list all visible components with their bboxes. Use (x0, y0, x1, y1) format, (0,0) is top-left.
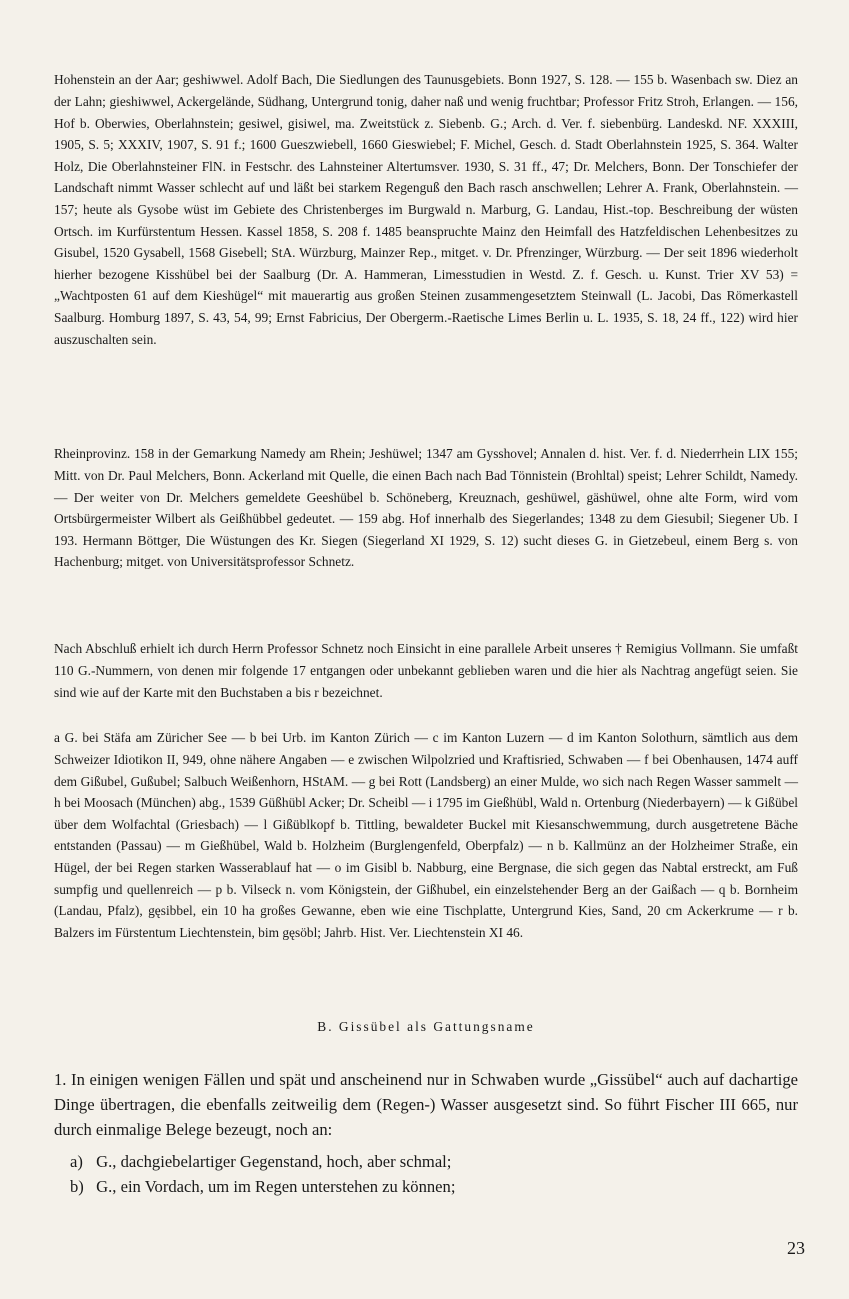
list-item-text: G., ein Vordach, um im Regen unterstehen zu können; (96, 1177, 456, 1196)
paragraph-nachtrag-list: a G. bei Stäfa am Züricher See — b bei Urb. im Kanton Zürich — c im Kanton Luzern — d im Kanton Solothurn, sämtlich aus dem Schweizer Idiotikon II, 949, ohne nähere Angaben — e zwischen Wilpolzried und Kraftisried, Schwaben — f bei Obenhausen, 1474 auff dem Gißubel, Gußubel; Salbuch Weißenhorn, HStAM. — g bei Rott (Landsberg) an einer Mulde, wo sich nach Regen Wasser sammelt — h bei Moosach (München) abg., 1539 Güßhübl Acker; Dr. Scheibl — i 1795 im Gießhübl, Wald n. Ortenburg (Niederbayern) — k Gißübel über dem Wolfachtal (Griesbach) — l Gißüblkopf b. Tittling, bewaldeter Buckel mit Kiesanschwemmung, durch ausgetretene Bäche entstanden (Passau) — m Gießhübel, Wald b. Holzheim (Burglengenfeld, Oberpfalz) — n b. Kallmünz an der Holzheimer Straße, ein Hügel, der bei Regen starken Wasserablauf hat — o im Gisibl b. Nabburg, eine Bergnase, die sich gegen das Nabtal erstreckt, am Fuß sumpfig und quellenreich — p b. Vilseck n. vom Königstein, der Gißhubel, ein einzelstehender Berg an der Gaißach — q b. Bornheim (Landau, Pfalz), gęsibbel, ein 10 ha großes Gewanne, eben wie eine Tischplatte, Untergrund Kies, Sand, 20 cm Ackerkrume — r b. Balzers im Fürstentum Liechtenstein, bim gęsöbl; Jahrb. Hist. Ver. Liechtenstein XI 46. (54, 730, 798, 940)
list-item-text: G., dachgiebelartiger Gegenstand, hoch, aber schmal; (96, 1152, 452, 1171)
section-heading: B. Gissübel als Gattungsname (317, 1019, 535, 1034)
list-item-label: a) (70, 1152, 83, 1171)
list-item (70, 1149, 798, 1174)
page-number: 23 (787, 1238, 805, 1258)
list-item-label: b) (70, 1177, 84, 1196)
paragraph-nachtrag-intro: Nach Abschluß erhielt ich durch Herrn Professor Schnetz noch Einsicht in eine parallele Arbeit unseres † Remigius Vollmann. Sie umfaßt 110 G.-Nummern, von denen mir folgende 17 entgangen oder unbekannt geblieben waren und die hier als Nachtrag angefügt seien. Sie sind wie auf der Karte mit den Buchstaben a bis r bezeichnet. (54, 641, 798, 700)
list-item (70, 1174, 798, 1199)
paragraph-rheinprovinz: Rheinprovinz. 158 in der Gemarkung Namedy am Rhein; Jeshüwel; 1347 am Gysshovel; Annalen d. hist. Ver. f. d. Niederrhein LIX 155; Mitt. von Dr. Paul Melchers, Bonn. Ackerland mit Quelle, die einen Bach nach Bad Tönnistein (Brohltal) speist; Lehrer Schildt, Namedy. — Der weiter von Dr. Melchers gemeldete Geeshübel b. Schöneberg, Kreuznach, geshüwel, gäshüwel, ohne alte Form, wird vom Ortsbürgermeister Wilbert als Geißhübbel gedeutet. — 159 abg. Hof innerhalb des Siegerlandes; 1348 zu dem Giesubil; Siegener Ub. I 193. Hermann Böttger, Die Wüstungen des Kr. Siegen (Siegerland XI 1929, S. 12) sucht dieses G. in Gietzebeul, einem Berg s. von Hachenburg; mitget. von Universitätsprofessor Schnetz. (54, 446, 798, 570)
paragraph-hessen-nassau: Hohenstein an der Aar; geshiwwel. Adolf Bach, Die Siedlungen des Taunusgebiets. Bonn 1927, S. 128. — 155 b. Wasenbach sw. Diez an der Lahn; gieshiwwel, Ackergelände, Südhang, Untergrund tonig, daher naß und wenig fruchtbar; Professor Fritz Stroh, Erlangen. — 156, Hof b. Oberwies, Oberlahnstein; gesiwel, gisiwel, ma. Zweitstück z. Siebenb. G.; Arch. d. Ver. f. siebenbürg. Landeskd. NF. XXXIII, 1905, S. 5; XXXIV, 1907, S. 91 f.; 1600 Gueszwiebell, 1660 Gieswiebel; F. Michel, Gesch. d. Stadt Oberlahnstein 1925, S. 364. Walter Holz, Die Oberlahnsteiner FlN. in Festschr. des Lahnsteiner Altertumsver. 1930, S. 31 ff., 47; Dr. Melchers, Bonn. Der Tonschiefer der Landschaft nimmt Wasser schlecht auf und läßt bei starkem Regenguß den Bach rasch anschwellen; Lehrer A. Frank, Oberlahnstein. — 157; heute als Gysobe wüst im Gebiete des Christenberges im Burgwald n. Marburg, G. Landau, Hist.-top. Beschreibung der wüsten Ortsch. im Kurfürstentum Hessen. Kassel 1858, S. 208 f. 1485 beanspruchte Mainz den Heimfall des Hatzfeldischen Lehenbesitzes zu Gisubel, 1520 Gysabell, 1568 Gisebell; StA. Würzburg, Mainzer Rep., mitget. v. Dr. Pfrenzinger, Würzburg. — Der seit 1896 wiederholt hierher bezogene Kisshübel bei der Saalburg (Dr. A. Hammeran, Limesstudien in Westd. Z. f. Gesch. u. Kunst. Trier XV 53) = „Wachtposten 61 auf dem Kieshügel“ mit mauerartig aus großen Steinen zusammengesetztem Steinwall (L. Jacobi, Das Römerkastell Saalburg. Homburg 1897, S. 43, 54, 99; Ernst Fabricius, Der Obergerm.-Raetische Limes Berlin u. L. 1935, S. 18, 24 ff., 122) wird hier auszuschalten sein. (54, 72, 798, 347)
body-paragraph: 1. In einigen wenigen Fällen und spät und anscheinend nur in Schwaben wurde „Gissübel“ auch auf dachartige Dinge übertragen, die ebenfalls zeitweilig dem (Regen-) Wasser ausgesetzt sind. So führt Fischer III 665, nur durch einmalige Belege bezeugt, noch an: (54, 1069, 798, 1139)
